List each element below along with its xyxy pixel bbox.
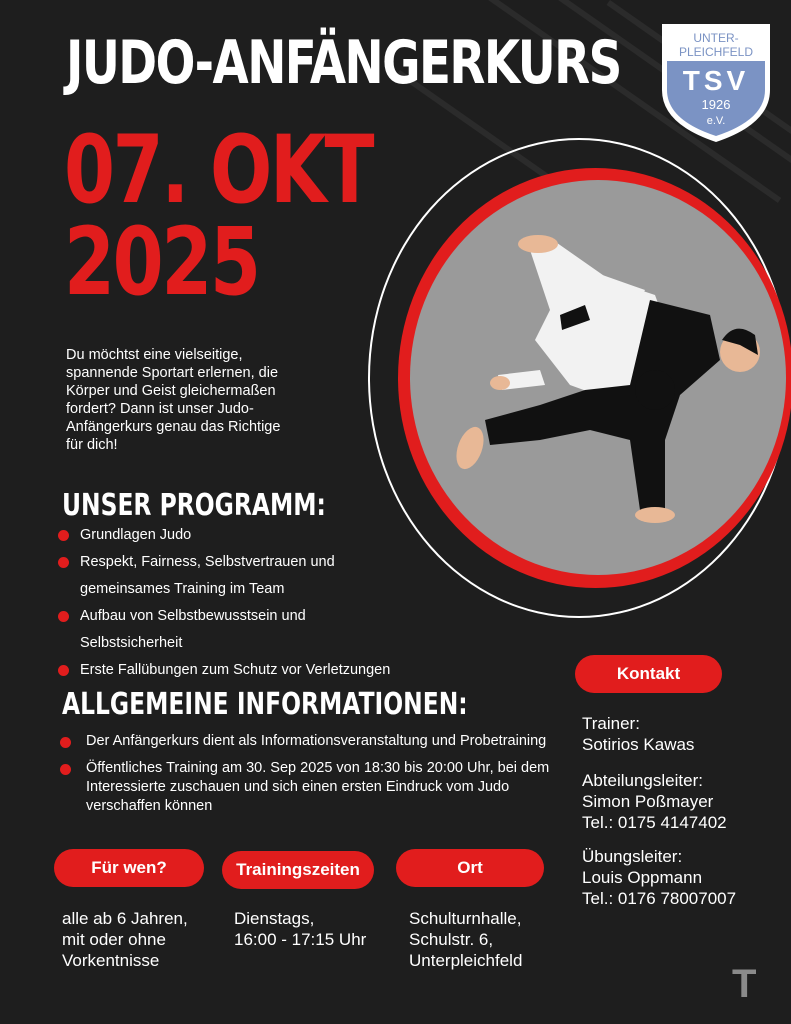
logo-suffix: e.V. [706, 115, 726, 127]
logo-text-line1: UNTER- [693, 31, 739, 45]
contact-head [582, 770, 727, 833]
times-info [234, 908, 366, 950]
club-logo [658, 20, 774, 146]
who-line: Vorkentnisse [62, 951, 160, 970]
bullet-icon [58, 665, 69, 676]
times-line: Dienstags, [234, 909, 315, 928]
list-item-text: Erste Fallübungen zum Schutz vor Verletzungen [80, 662, 391, 678]
program-heading: UNSER PROGRAMM: [62, 488, 326, 523]
list-item-text: Grundlagen Judo [80, 527, 192, 543]
place-line: Unterpleichfeld [409, 951, 523, 970]
list-item-text: Der Anfängerkurs dient als Informationsveranstaltung und Probetraining [86, 733, 547, 749]
watermark-icon: T [732, 962, 757, 1006]
contact-name: Sotirios Kawas [582, 735, 695, 754]
list-item-text: Aufbau von Selbstbewusstsein und Selbstsicherheit [80, 608, 306, 651]
program-list [58, 522, 398, 684]
bullet-icon [60, 764, 71, 775]
contact-phone: Tel.: 0176 78007007 [582, 889, 737, 908]
bullet-icon [60, 737, 71, 748]
list-item-text: Respekt, Fairness, Selbstvertrauen und gemeinsames Training im Team [80, 554, 335, 597]
who-info [62, 908, 188, 971]
list-item [58, 657, 398, 684]
list-item [58, 603, 398, 657]
contact-trainer [582, 713, 694, 755]
place-info [409, 908, 522, 971]
list-item [58, 549, 398, 603]
contact-role: Abteilungsleiter: [582, 771, 703, 790]
times-label: Trainingszeiten [222, 851, 374, 889]
logo-text-line2: PLEICHFELD [678, 45, 754, 59]
contact-role: Trainer: [582, 714, 640, 733]
list-item-text: Öffentliches Training am 30. Sep 2025 von 18:30 bis 20:00 Uhr, bei dem Interessierte zuschauen und sich einen ersten Eindruck vom Judo verschaffen können [86, 760, 550, 814]
intro-text: Du möchtst eine vielseitige, spannende Sportart erlernen, die Körper und Geist gleichermaßen fordert? Dann ist unser Judo-Anfängerkurs genau das Richtige für dich! [66, 347, 281, 453]
logo-letters: TSV [682, 65, 750, 96]
contact-label: Kontakt [575, 655, 722, 693]
event-date [64, 116, 373, 317]
place-label: Ort [396, 849, 544, 887]
date-year: 2025 [64, 208, 259, 317]
who-label: Für wen? [54, 849, 204, 887]
list-item [58, 732, 558, 751]
logo-year: 1926 [701, 97, 731, 112]
contact-name: Louis Oppmann [582, 868, 703, 887]
general-list [58, 732, 558, 824]
date-day-month: 07. OKT [64, 116, 373, 225]
judo-throw-image [410, 180, 786, 575]
page-title: JUDO-ANFÄNGERKURS [66, 28, 621, 98]
times-line: 16:00 - 17:15 Uhr [234, 930, 367, 949]
contact-coach [582, 846, 736, 909]
place-line: Schulturnhalle, [409, 909, 522, 928]
bullet-icon [58, 530, 69, 541]
contact-role: Übungsleiter: [582, 847, 683, 866]
list-item [58, 522, 398, 549]
contact-phone: Tel.: 0175 4147402 [582, 813, 727, 832]
judo-illustration [410, 180, 786, 575]
contact-name: Simon Poßmayer [582, 792, 714, 811]
bullet-icon [58, 611, 69, 622]
general-heading: ALLGEMEINE INFORMATIONEN: [62, 687, 468, 722]
who-line: mit oder ohne [62, 930, 166, 949]
place-line: Schulstr. 6, [409, 930, 494, 949]
list-item [58, 759, 558, 816]
bullet-icon [58, 557, 69, 568]
who-line: alle ab 6 Jahren, [62, 909, 188, 928]
